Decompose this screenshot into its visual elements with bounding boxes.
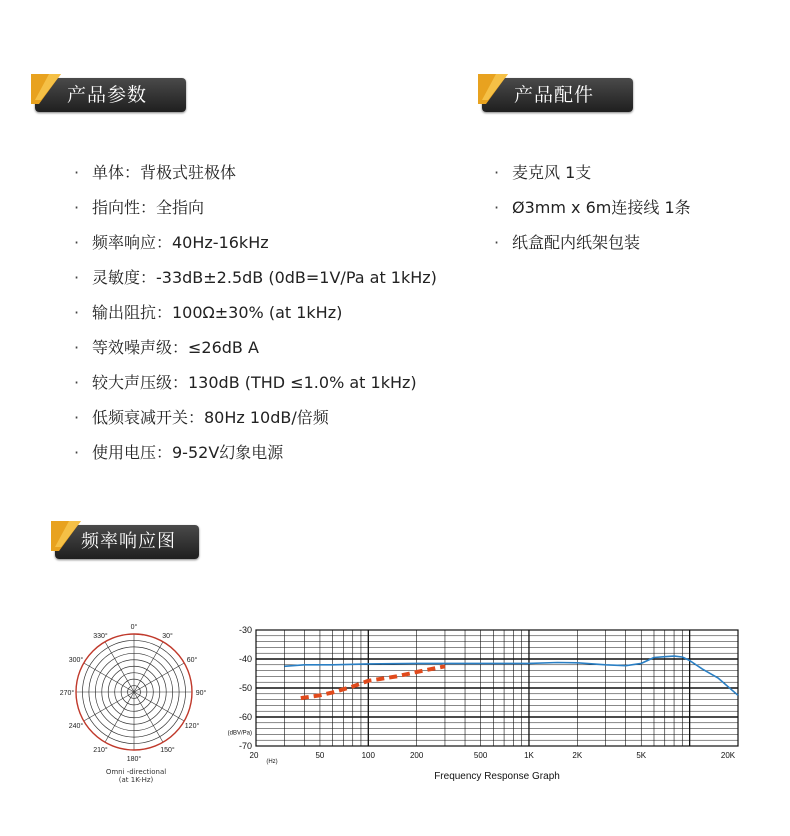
polar-caption-line1: Omni -directional bbox=[105, 768, 167, 776]
x-tick-label: 5K bbox=[636, 751, 647, 760]
accessory-text: 麦克风 1支 bbox=[512, 163, 592, 182]
bullet: · bbox=[494, 233, 500, 252]
bullet: · bbox=[74, 408, 80, 427]
section-title: 产品参数 bbox=[67, 84, 148, 106]
x-tick-label: 1K bbox=[524, 751, 534, 760]
bullet: · bbox=[74, 443, 80, 462]
polar-angle-label: 180° bbox=[126, 756, 142, 763]
section-title: 产品配件 bbox=[514, 84, 595, 106]
bullet: · bbox=[494, 198, 500, 217]
polar-angle-label: 0° bbox=[130, 624, 138, 631]
polar-angle-label: 300° bbox=[68, 657, 84, 664]
param-text: 较大声压级：130dB (THD ≤1.0% at 1kHz) bbox=[92, 373, 417, 392]
param-text: 等效噪声级：≤26dB A bbox=[92, 338, 259, 357]
y-tick-label: -50 bbox=[238, 683, 252, 693]
bullet: · bbox=[74, 198, 80, 217]
accessory-text: Ø3mm x 6m连接线 1条 bbox=[512, 198, 691, 217]
polar-angle-label: 30° bbox=[162, 632, 173, 640]
bullet: · bbox=[74, 373, 80, 392]
x-unit-label: (Hz) bbox=[266, 759, 278, 765]
polar-angle-label: 330° bbox=[93, 632, 108, 640]
accessory-text: 纸盒配内纸架包装 bbox=[512, 233, 641, 252]
section-title: 频率响应图 bbox=[81, 531, 176, 552]
param-text: 单体：背极式驻极体 bbox=[92, 163, 237, 182]
x-tick-label: 20 bbox=[249, 751, 259, 760]
x-axis-label: Frequency Response Graph bbox=[434, 771, 560, 782]
polar-angle-label: 120° bbox=[184, 723, 200, 730]
x-tick-label: 2K bbox=[572, 751, 583, 760]
bullet: · bbox=[74, 338, 80, 357]
param-text: 灵敏度：-33dB±2.5dB (0dB=1V/Pa at 1kHz) bbox=[92, 268, 437, 287]
param-text: 使用电压：9-52V幻象电源 bbox=[92, 443, 284, 462]
param-text: 频率响应：40Hz-16kHz bbox=[92, 233, 269, 252]
polar-angle-label: 240° bbox=[68, 723, 84, 730]
param-text: 指向性：全指向 bbox=[92, 198, 205, 217]
x-tick-label: 200 bbox=[409, 751, 424, 760]
param-text: 低频衰减开关：80Hz 10dB/倍频 bbox=[92, 408, 329, 427]
x-tick-label: 500 bbox=[473, 751, 488, 760]
y-tick-label: -70 bbox=[238, 741, 252, 751]
bullet: · bbox=[74, 268, 80, 287]
bullet: · bbox=[74, 303, 80, 322]
y-axis-label: (dBV/Pa) bbox=[227, 730, 252, 737]
bullet: · bbox=[74, 163, 80, 182]
bullet: · bbox=[494, 163, 500, 182]
polar-angle-label: 150° bbox=[160, 747, 175, 755]
y-tick-label: -40 bbox=[238, 654, 252, 664]
polar-angle-label: 270° bbox=[59, 690, 75, 697]
x-tick-label: 100 bbox=[361, 751, 375, 760]
polar-caption-line2: (at 1K-Hz) bbox=[118, 776, 154, 784]
y-tick-label: -30 bbox=[238, 625, 252, 635]
polar-angle-label: 60° bbox=[186, 657, 198, 664]
polar-angle-label: 210° bbox=[93, 747, 108, 755]
x-tick-label: 50 bbox=[315, 751, 325, 760]
polar-angle-label: 90° bbox=[195, 690, 207, 697]
x-tick-label: 20K bbox=[720, 751, 736, 760]
bullet: · bbox=[74, 233, 80, 252]
param-text: 输出阻抗：100Ω±30% (at 1kHz) bbox=[92, 303, 343, 322]
y-tick-label: -60 bbox=[238, 712, 252, 722]
